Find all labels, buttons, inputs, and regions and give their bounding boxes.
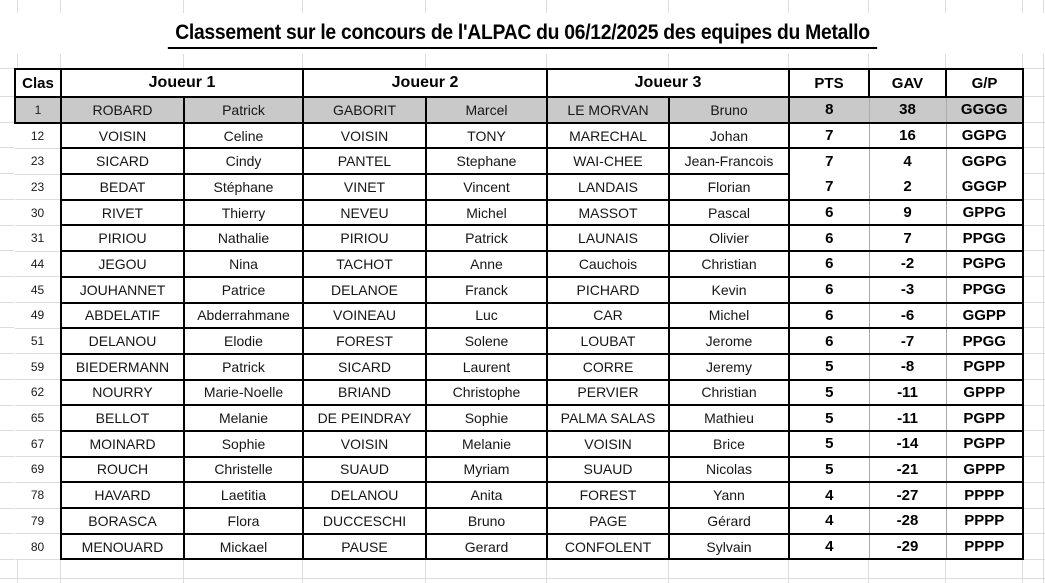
table-row: [15, 328, 1023, 354]
player3-lastname-cell[interactable]: LAUNAIS: [547, 225, 669, 251]
rank-cell[interactable]: 69: [15, 457, 61, 483]
header-pts[interactable]: PTS: [789, 69, 869, 97]
player1-lastname-cell[interactable]: MOINARD: [61, 431, 184, 457]
player3-firstname-cell[interactable]: Gérard: [669, 508, 789, 534]
points-cell[interactable]: 5: [789, 354, 869, 380]
player2-firstname-cell[interactable]: Laurent: [426, 354, 547, 380]
points-cell[interactable]: 5: [789, 380, 869, 406]
player1-lastname-cell[interactable]: VOISIN: [61, 123, 184, 149]
player2-firstname-cell[interactable]: Christophe: [426, 380, 547, 406]
table-row: [15, 174, 1023, 200]
points-cell[interactable]: 5: [789, 457, 869, 483]
player3-firstname-cell[interactable]: Sylvain: [669, 534, 789, 560]
rank-cell[interactable]: 23: [15, 148, 61, 174]
player2-firstname-cell[interactable]: Michel: [426, 200, 547, 226]
player3-firstname-cell[interactable]: Florian: [669, 174, 789, 200]
player1-firstname-cell[interactable]: Laetitia: [184, 482, 303, 508]
player3-lastname-cell[interactable]: PAGE: [547, 508, 669, 534]
player3-firstname-cell[interactable]: Mathieu: [669, 405, 789, 431]
header-gav[interactable]: GAV: [869, 69, 946, 97]
points-cell[interactable]: 6: [789, 303, 869, 329]
goal-average-cell[interactable]: -11: [869, 405, 946, 431]
player2-lastname-cell[interactable]: DE PEINDRAY: [303, 405, 426, 431]
excel-gridline: [1043, 0, 1044, 583]
table-row: [15, 200, 1023, 226]
player1-lastname-cell[interactable]: BIEDERMANN: [61, 354, 184, 380]
ranking-table-body: [15, 97, 1023, 559]
points-cell[interactable]: 6: [789, 200, 869, 226]
player2-lastname-cell[interactable]: PAUSE: [303, 534, 426, 560]
points-cell[interactable]: 4: [789, 508, 869, 534]
player1-lastname-cell[interactable]: SICARD: [61, 148, 184, 174]
player1-firstname-cell[interactable]: Thierry: [184, 200, 303, 226]
table-row: [15, 225, 1023, 251]
player2-firstname-cell[interactable]: Sophie: [426, 405, 547, 431]
win-loss-sequence-cell[interactable]: PGPP: [946, 405, 1023, 431]
table-row: [15, 97, 1023, 123]
player3-lastname-cell[interactable]: CAR: [547, 303, 669, 329]
player1-lastname-cell[interactable]: BORASCA: [61, 508, 184, 534]
win-loss-sequence-cell[interactable]: GPPG: [946, 200, 1023, 226]
win-loss-sequence-cell[interactable]: PGPP: [946, 431, 1023, 457]
player2-lastname-cell[interactable]: DELANOU: [303, 482, 426, 508]
goal-average-cell[interactable]: 38: [869, 97, 946, 123]
player3-firstname-cell[interactable]: Pascal: [669, 200, 789, 226]
player2-lastname-cell[interactable]: VOISIN: [303, 123, 426, 149]
player2-firstname-cell[interactable]: Melanie: [426, 431, 547, 457]
player1-firstname-cell[interactable]: Patrick: [184, 354, 303, 380]
player1-firstname-cell[interactable]: Stéphane: [184, 174, 303, 200]
win-loss-sequence-cell[interactable]: PPGG: [946, 225, 1023, 251]
table-row: [15, 482, 1023, 508]
rank-cell[interactable]: 44: [15, 251, 61, 277]
goal-average-cell[interactable]: -7: [869, 328, 946, 354]
player2-lastname-cell[interactable]: SICARD: [303, 354, 426, 380]
player1-lastname-cell[interactable]: ABDELATIF: [61, 303, 184, 329]
player1-firstname-cell[interactable]: Mickael: [184, 534, 303, 560]
player1-lastname-cell[interactable]: ROBARD: [61, 97, 184, 123]
player2-firstname-cell[interactable]: Franck: [426, 277, 547, 303]
player3-firstname-cell[interactable]: Christian: [669, 380, 789, 406]
player3-firstname-cell[interactable]: Jean-Francois: [669, 148, 789, 174]
player2-lastname-cell[interactable]: DUCCESCHI: [303, 508, 426, 534]
win-loss-sequence-cell[interactable]: PPGG: [946, 328, 1023, 354]
player3-firstname-cell[interactable]: Bruno: [669, 97, 789, 123]
player1-lastname-cell[interactable]: NOURRY: [61, 380, 184, 406]
rank-cell[interactable]: 30: [15, 200, 61, 226]
player3-firstname-cell[interactable]: Johan: [669, 123, 789, 149]
player1-firstname-cell[interactable]: Melanie: [184, 405, 303, 431]
player1-lastname-cell[interactable]: RIVET: [61, 200, 184, 226]
player2-lastname-cell[interactable]: GABORIT: [303, 97, 426, 123]
player2-lastname-cell[interactable]: VOINEAU: [303, 303, 426, 329]
player2-firstname-cell[interactable]: Gerard: [426, 534, 547, 560]
points-cell[interactable]: 6: [789, 277, 869, 303]
player2-lastname-cell[interactable]: VINET: [303, 174, 426, 200]
player3-firstname-cell[interactable]: Brice: [669, 431, 789, 457]
player2-lastname-cell[interactable]: SUAUD: [303, 457, 426, 483]
player2-firstname-cell[interactable]: Vincent: [426, 174, 547, 200]
rank-cell[interactable]: 31: [15, 225, 61, 251]
player3-lastname-cell[interactable]: CORRE: [547, 354, 669, 380]
player1-firstname-cell[interactable]: Sophie: [184, 431, 303, 457]
header-clas[interactable]: Clas: [15, 69, 61, 97]
player1-lastname-cell[interactable]: DELANOU: [61, 328, 184, 354]
rank-cell[interactable]: 80: [15, 534, 61, 560]
player1-lastname-cell[interactable]: JOUHANNET: [61, 277, 184, 303]
player1-lastname-cell[interactable]: ROUCH: [61, 457, 184, 483]
points-cell[interactable]: 7: [789, 174, 869, 200]
win-loss-sequence-cell[interactable]: PGPP: [946, 354, 1023, 380]
win-loss-sequence-cell[interactable]: GGPG: [946, 123, 1023, 149]
table-row: [15, 251, 1023, 277]
rank-cell[interactable]: 62: [15, 380, 61, 406]
table-row: [15, 303, 1023, 329]
player1-lastname-cell[interactable]: PIRIOU: [61, 225, 184, 251]
player2-firstname-cell[interactable]: TONY: [426, 123, 547, 149]
goal-average-cell[interactable]: -11: [869, 380, 946, 406]
player3-firstname-cell[interactable]: Jeremy: [669, 354, 789, 380]
goal-average-cell[interactable]: 4: [869, 148, 946, 174]
player3-firstname-cell[interactable]: Michel: [669, 303, 789, 329]
points-cell[interactable]: 7: [789, 148, 869, 174]
player3-lastname-cell[interactable]: SUAUD: [547, 457, 669, 483]
win-loss-sequence-cell[interactable]: GGPG: [946, 148, 1023, 174]
points-cell[interactable]: 4: [789, 482, 869, 508]
header-joueur2[interactable]: Joueur 2: [303, 69, 547, 97]
win-loss-sequence-cell[interactable]: PPPP: [946, 534, 1023, 560]
player3-lastname-cell[interactable]: FOREST: [547, 482, 669, 508]
player2-firstname-cell[interactable]: Bruno: [426, 508, 547, 534]
player2-lastname-cell[interactable]: DELANOE: [303, 277, 426, 303]
player3-lastname-cell[interactable]: Cauchois: [547, 251, 669, 277]
table-row: [15, 457, 1023, 483]
player1-firstname-cell[interactable]: Abderrahmane: [184, 303, 303, 329]
player1-lastname-cell[interactable]: BELLOT: [61, 405, 184, 431]
rank-cell[interactable]: 78: [15, 482, 61, 508]
table-row: [15, 405, 1023, 431]
table-row: [15, 431, 1023, 457]
player3-lastname-cell[interactable]: LANDAIS: [547, 174, 669, 200]
player2-lastname-cell[interactable]: BRIAND: [303, 380, 426, 406]
ranking-table: [14, 68, 1024, 560]
header-gp[interactable]: G/P: [946, 69, 1023, 97]
header-row: [15, 69, 1023, 97]
player2-lastname-cell[interactable]: TACHOT: [303, 251, 426, 277]
rank-cell[interactable]: 12: [15, 123, 61, 149]
player1-lastname-cell[interactable]: JEGOU: [61, 251, 184, 277]
player1-lastname-cell[interactable]: MENOUARD: [61, 534, 184, 560]
goal-average-cell[interactable]: 2: [869, 174, 946, 200]
player2-firstname-cell[interactable]: Stephane: [426, 148, 547, 174]
player3-lastname-cell[interactable]: LOUBAT: [547, 328, 669, 354]
player2-lastname-cell[interactable]: NEVEU: [303, 200, 426, 226]
win-loss-sequence-cell[interactable]: PPPP: [946, 482, 1023, 508]
player1-firstname-cell[interactable]: Cindy: [184, 148, 303, 174]
goal-average-cell[interactable]: 7: [869, 225, 946, 251]
player1-firstname-cell[interactable]: Nathalie: [184, 225, 303, 251]
player2-firstname-cell[interactable]: Patrick: [426, 225, 547, 251]
table-row: [15, 354, 1023, 380]
table-row: [15, 123, 1023, 149]
player3-lastname-cell[interactable]: VOISIN: [547, 431, 669, 457]
points-cell[interactable]: 7: [789, 123, 869, 149]
goal-average-cell[interactable]: -29: [869, 534, 946, 560]
goal-average-cell[interactable]: -3: [869, 277, 946, 303]
player1-firstname-cell[interactable]: Nina: [184, 251, 303, 277]
player3-lastname-cell[interactable]: PICHARD: [547, 277, 669, 303]
player3-lastname-cell[interactable]: PERVIER: [547, 380, 669, 406]
rank-cell[interactable]: 49: [15, 303, 61, 329]
table-row: [15, 534, 1023, 560]
player3-firstname-cell[interactable]: Nicolas: [669, 457, 789, 483]
points-cell[interactable]: 6: [789, 328, 869, 354]
win-loss-sequence-cell[interactable]: GGPP: [946, 303, 1023, 329]
rank-cell[interactable]: 65: [15, 405, 61, 431]
rank-cell[interactable]: 45: [15, 277, 61, 303]
player3-firstname-cell[interactable]: Yann: [669, 482, 789, 508]
player1-firstname-cell[interactable]: Elodie: [184, 328, 303, 354]
table-row: [15, 508, 1023, 534]
player1-firstname-cell[interactable]: Christelle: [184, 457, 303, 483]
goal-average-cell[interactable]: 16: [869, 123, 946, 149]
player3-lastname-cell[interactable]: PALMA SALAS: [547, 405, 669, 431]
player1-lastname-cell[interactable]: HAVARD: [61, 482, 184, 508]
player3-firstname-cell[interactable]: Christian: [669, 251, 789, 277]
player2-firstname-cell[interactable]: Luc: [426, 303, 547, 329]
player3-lastname-cell[interactable]: WAI-CHEE: [547, 148, 669, 174]
points-cell[interactable]: 4: [789, 534, 869, 560]
player2-lastname-cell[interactable]: PIRIOU: [303, 225, 426, 251]
table-row: [15, 380, 1023, 406]
points-cell[interactable]: 5: [789, 405, 869, 431]
player1-firstname-cell[interactable]: Marie-Noelle: [184, 380, 303, 406]
goal-average-cell[interactable]: -21: [869, 457, 946, 483]
player3-firstname-cell[interactable]: Olivier: [669, 225, 789, 251]
points-cell[interactable]: 8: [789, 97, 869, 123]
player1-lastname-cell[interactable]: BEDAT: [61, 174, 184, 200]
player3-lastname-cell[interactable]: CONFOLENT: [547, 534, 669, 560]
player2-lastname-cell[interactable]: PANTEL: [303, 148, 426, 174]
rank-cell[interactable]: 51: [15, 328, 61, 354]
goal-average-cell[interactable]: -14: [869, 431, 946, 457]
page-title[interactable]: [0, 21, 1045, 49]
player3-lastname-cell[interactable]: MARECHAL: [547, 123, 669, 149]
table-row: [15, 277, 1023, 303]
player1-firstname-cell[interactable]: Patrice: [184, 277, 303, 303]
table-row: [15, 148, 1023, 174]
points-cell[interactable]: 5: [789, 431, 869, 457]
player2-firstname-cell[interactable]: Anita: [426, 482, 547, 508]
header-joueur1[interactable]: Joueur 1: [61, 69, 303, 97]
points-cell[interactable]: 6: [789, 225, 869, 251]
player2-firstname-cell[interactable]: Marcel: [426, 97, 547, 123]
player2-firstname-cell[interactable]: Solene: [426, 328, 547, 354]
goal-average-cell[interactable]: -8: [869, 354, 946, 380]
goal-average-cell[interactable]: -2: [869, 251, 946, 277]
player2-lastname-cell[interactable]: VOISIN: [303, 431, 426, 457]
ranking-table-header: [15, 69, 1023, 97]
player1-firstname-cell[interactable]: Patrick: [184, 97, 303, 123]
player3-lastname-cell[interactable]: LE MORVAN: [547, 97, 669, 123]
rank-cell[interactable]: 79: [15, 508, 61, 534]
win-loss-sequence-cell[interactable]: GGGG: [946, 97, 1023, 123]
win-loss-sequence-cell[interactable]: PGPG: [946, 251, 1023, 277]
page-title-text: Classement sur le concours de l'ALPAC du 06/12/2025 des equipes du Metallo: [168, 21, 877, 49]
rank-cell[interactable]: 67: [15, 431, 61, 457]
header-joueur3[interactable]: Joueur 3: [547, 69, 789, 97]
goal-average-cell[interactable]: -28: [869, 508, 946, 534]
win-loss-sequence-cell[interactable]: PPPP: [946, 508, 1023, 534]
win-loss-sequence-cell[interactable]: GGGP: [946, 174, 1023, 200]
excel-gridline: [0, 578, 1045, 579]
rank-cell[interactable]: 23: [15, 174, 61, 200]
goal-average-cell[interactable]: 9: [869, 200, 946, 226]
player3-firstname-cell[interactable]: Kevin: [669, 277, 789, 303]
points-cell[interactable]: 6: [789, 251, 869, 277]
player1-firstname-cell[interactable]: Flora: [184, 508, 303, 534]
win-loss-sequence-cell[interactable]: GPPP: [946, 380, 1023, 406]
win-loss-sequence-cell[interactable]: GPPP: [946, 457, 1023, 483]
player2-lastname-cell[interactable]: FOREST: [303, 328, 426, 354]
player3-lastname-cell[interactable]: MASSOT: [547, 200, 669, 226]
win-loss-sequence-cell[interactable]: PPGG: [946, 277, 1023, 303]
rank-cell[interactable]: 59: [15, 354, 61, 380]
player1-firstname-cell[interactable]: Celine: [184, 123, 303, 149]
player3-firstname-cell[interactable]: Jerome: [669, 328, 789, 354]
player2-firstname-cell[interactable]: Myriam: [426, 457, 547, 483]
rank-cell[interactable]: 1: [15, 97, 61, 123]
goal-average-cell[interactable]: -6: [869, 303, 946, 329]
player2-firstname-cell[interactable]: Anne: [426, 251, 547, 277]
goal-average-cell[interactable]: -27: [869, 482, 946, 508]
